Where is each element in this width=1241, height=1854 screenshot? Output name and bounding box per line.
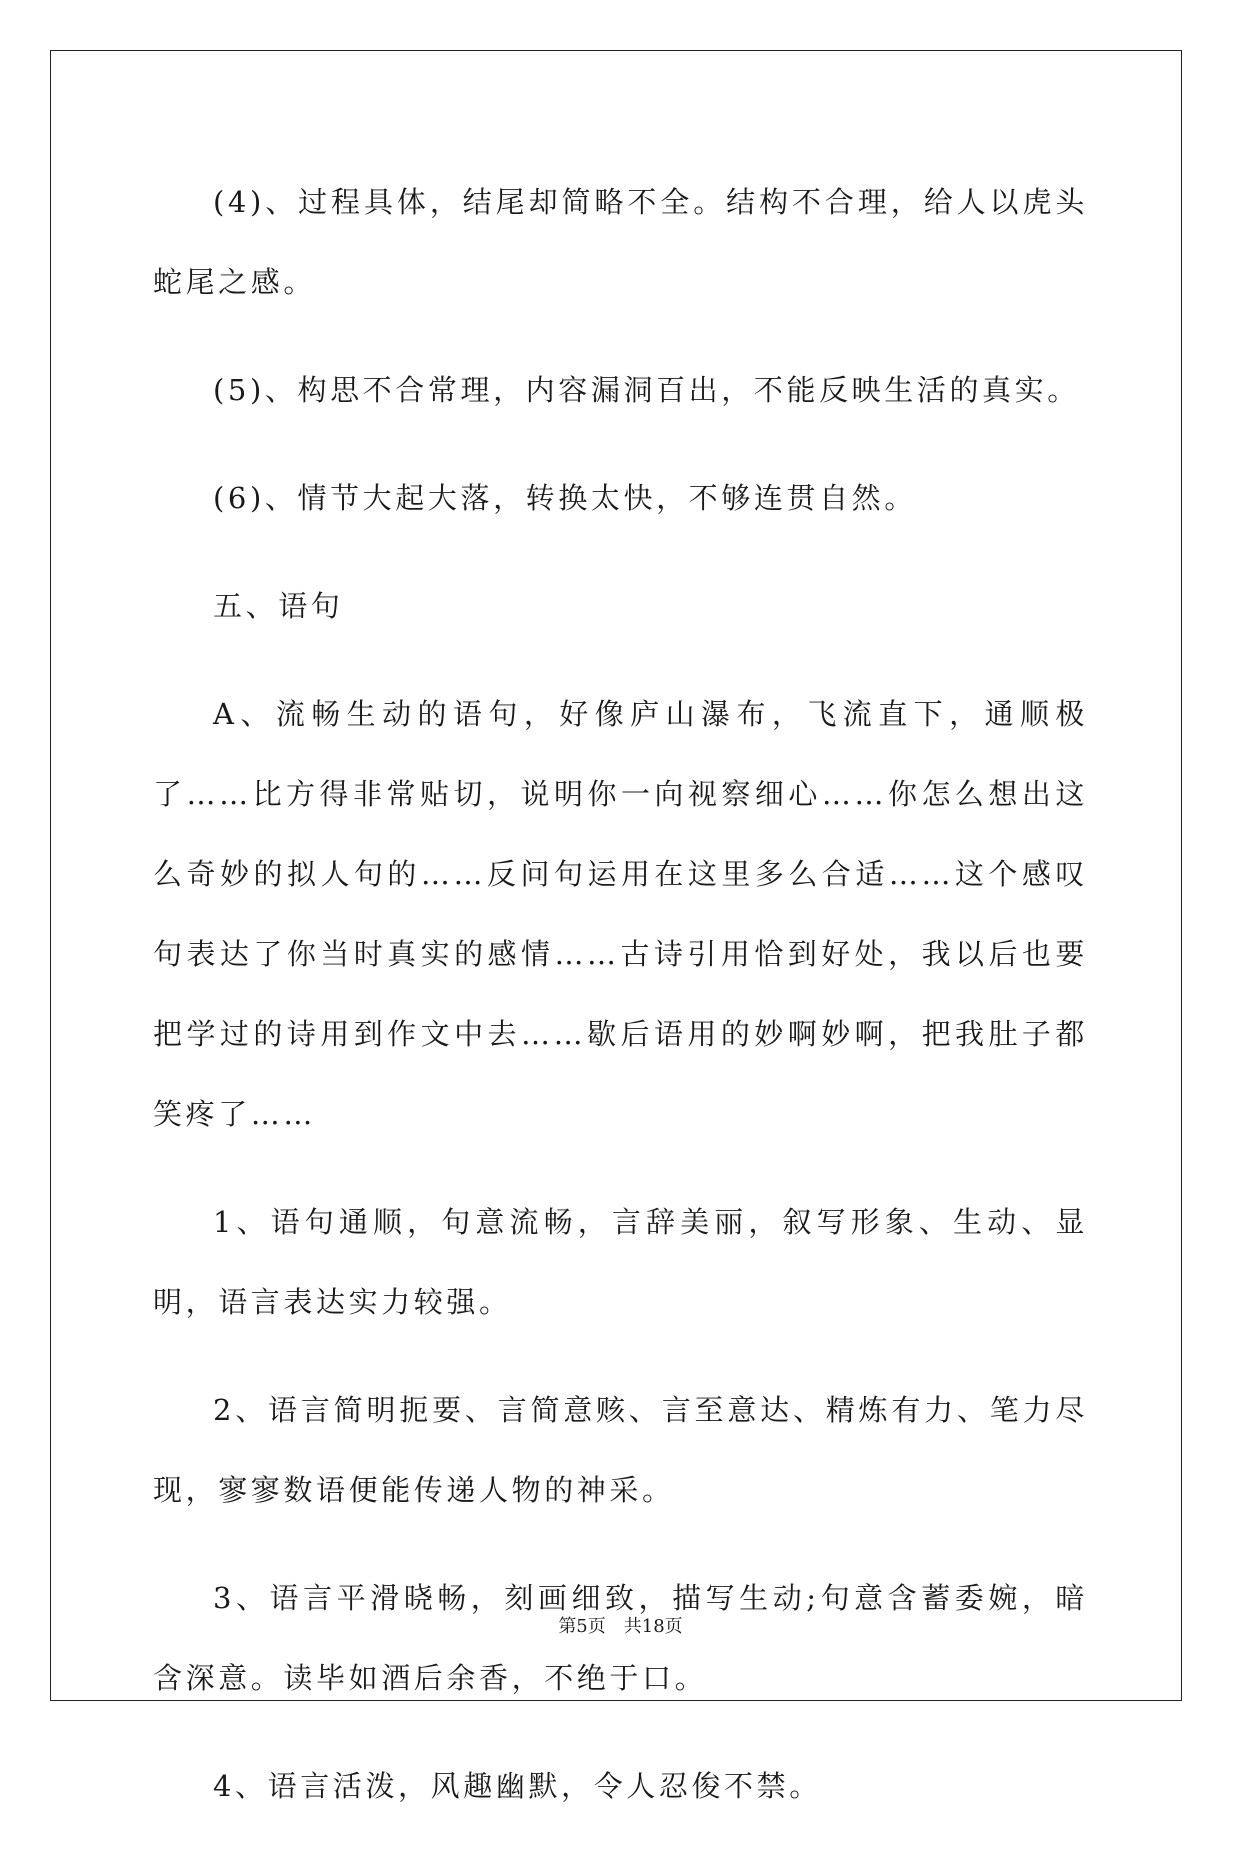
paragraph-a: A、流畅生动的语句，好像庐山瀑布，飞流直下，通顺极了……比方得非常贴切，说明你一向视察细心……你怎么想出这么奇妙的拟人句的……反问句运用在这里多么合适……这个感叹句表达了你当时真实的感情……古诗引用恰到好处，我以后也要把学过的诗用到作文中去……歇后语用的妙啊妙啊，把我肚子都笑疼了……	[153, 697, 1088, 1131]
paragraph-1: 1、语句通顺，句意流畅，言辞美丽，叙写形象、生动、显明，语言表达实力较强。	[153, 1205, 1088, 1319]
paragraph-3: 3、语言平滑晓畅，刻画细致，描写生动;句意含蓄委婉，暗含深意。读毕如酒后余香，不绝于口。	[153, 1581, 1088, 1695]
paragraph-2: 2、语言简明扼要、言简意赅、言至意达、精炼有力、笔力尽现，寥寥数语便能传递人物的神采。	[153, 1393, 1088, 1507]
paragraph-6: (6)、情节大起大落，转换太快，不够连贯自然。	[213, 481, 917, 515]
document-body	[153, 162, 1088, 1854]
page-total: 共18页	[623, 1616, 683, 1637]
paragraph-5: (5)、构思不合常理，内容漏洞百出，不能反映生活的真实。	[213, 373, 1080, 407]
page-number: 第5页	[558, 1616, 606, 1637]
page-footer	[0, 1612, 1241, 1638]
paragraph-4-language: 4、语言活泼，风趣幽默，令人忍俊不禁。	[213, 1769, 822, 1803]
paragraph-4: (4)、过程具体，结尾却简略不全。结构不合理，给人以虎头蛇尾之感。	[153, 185, 1088, 299]
section-heading-sentences: 五、语句	[213, 589, 344, 623]
